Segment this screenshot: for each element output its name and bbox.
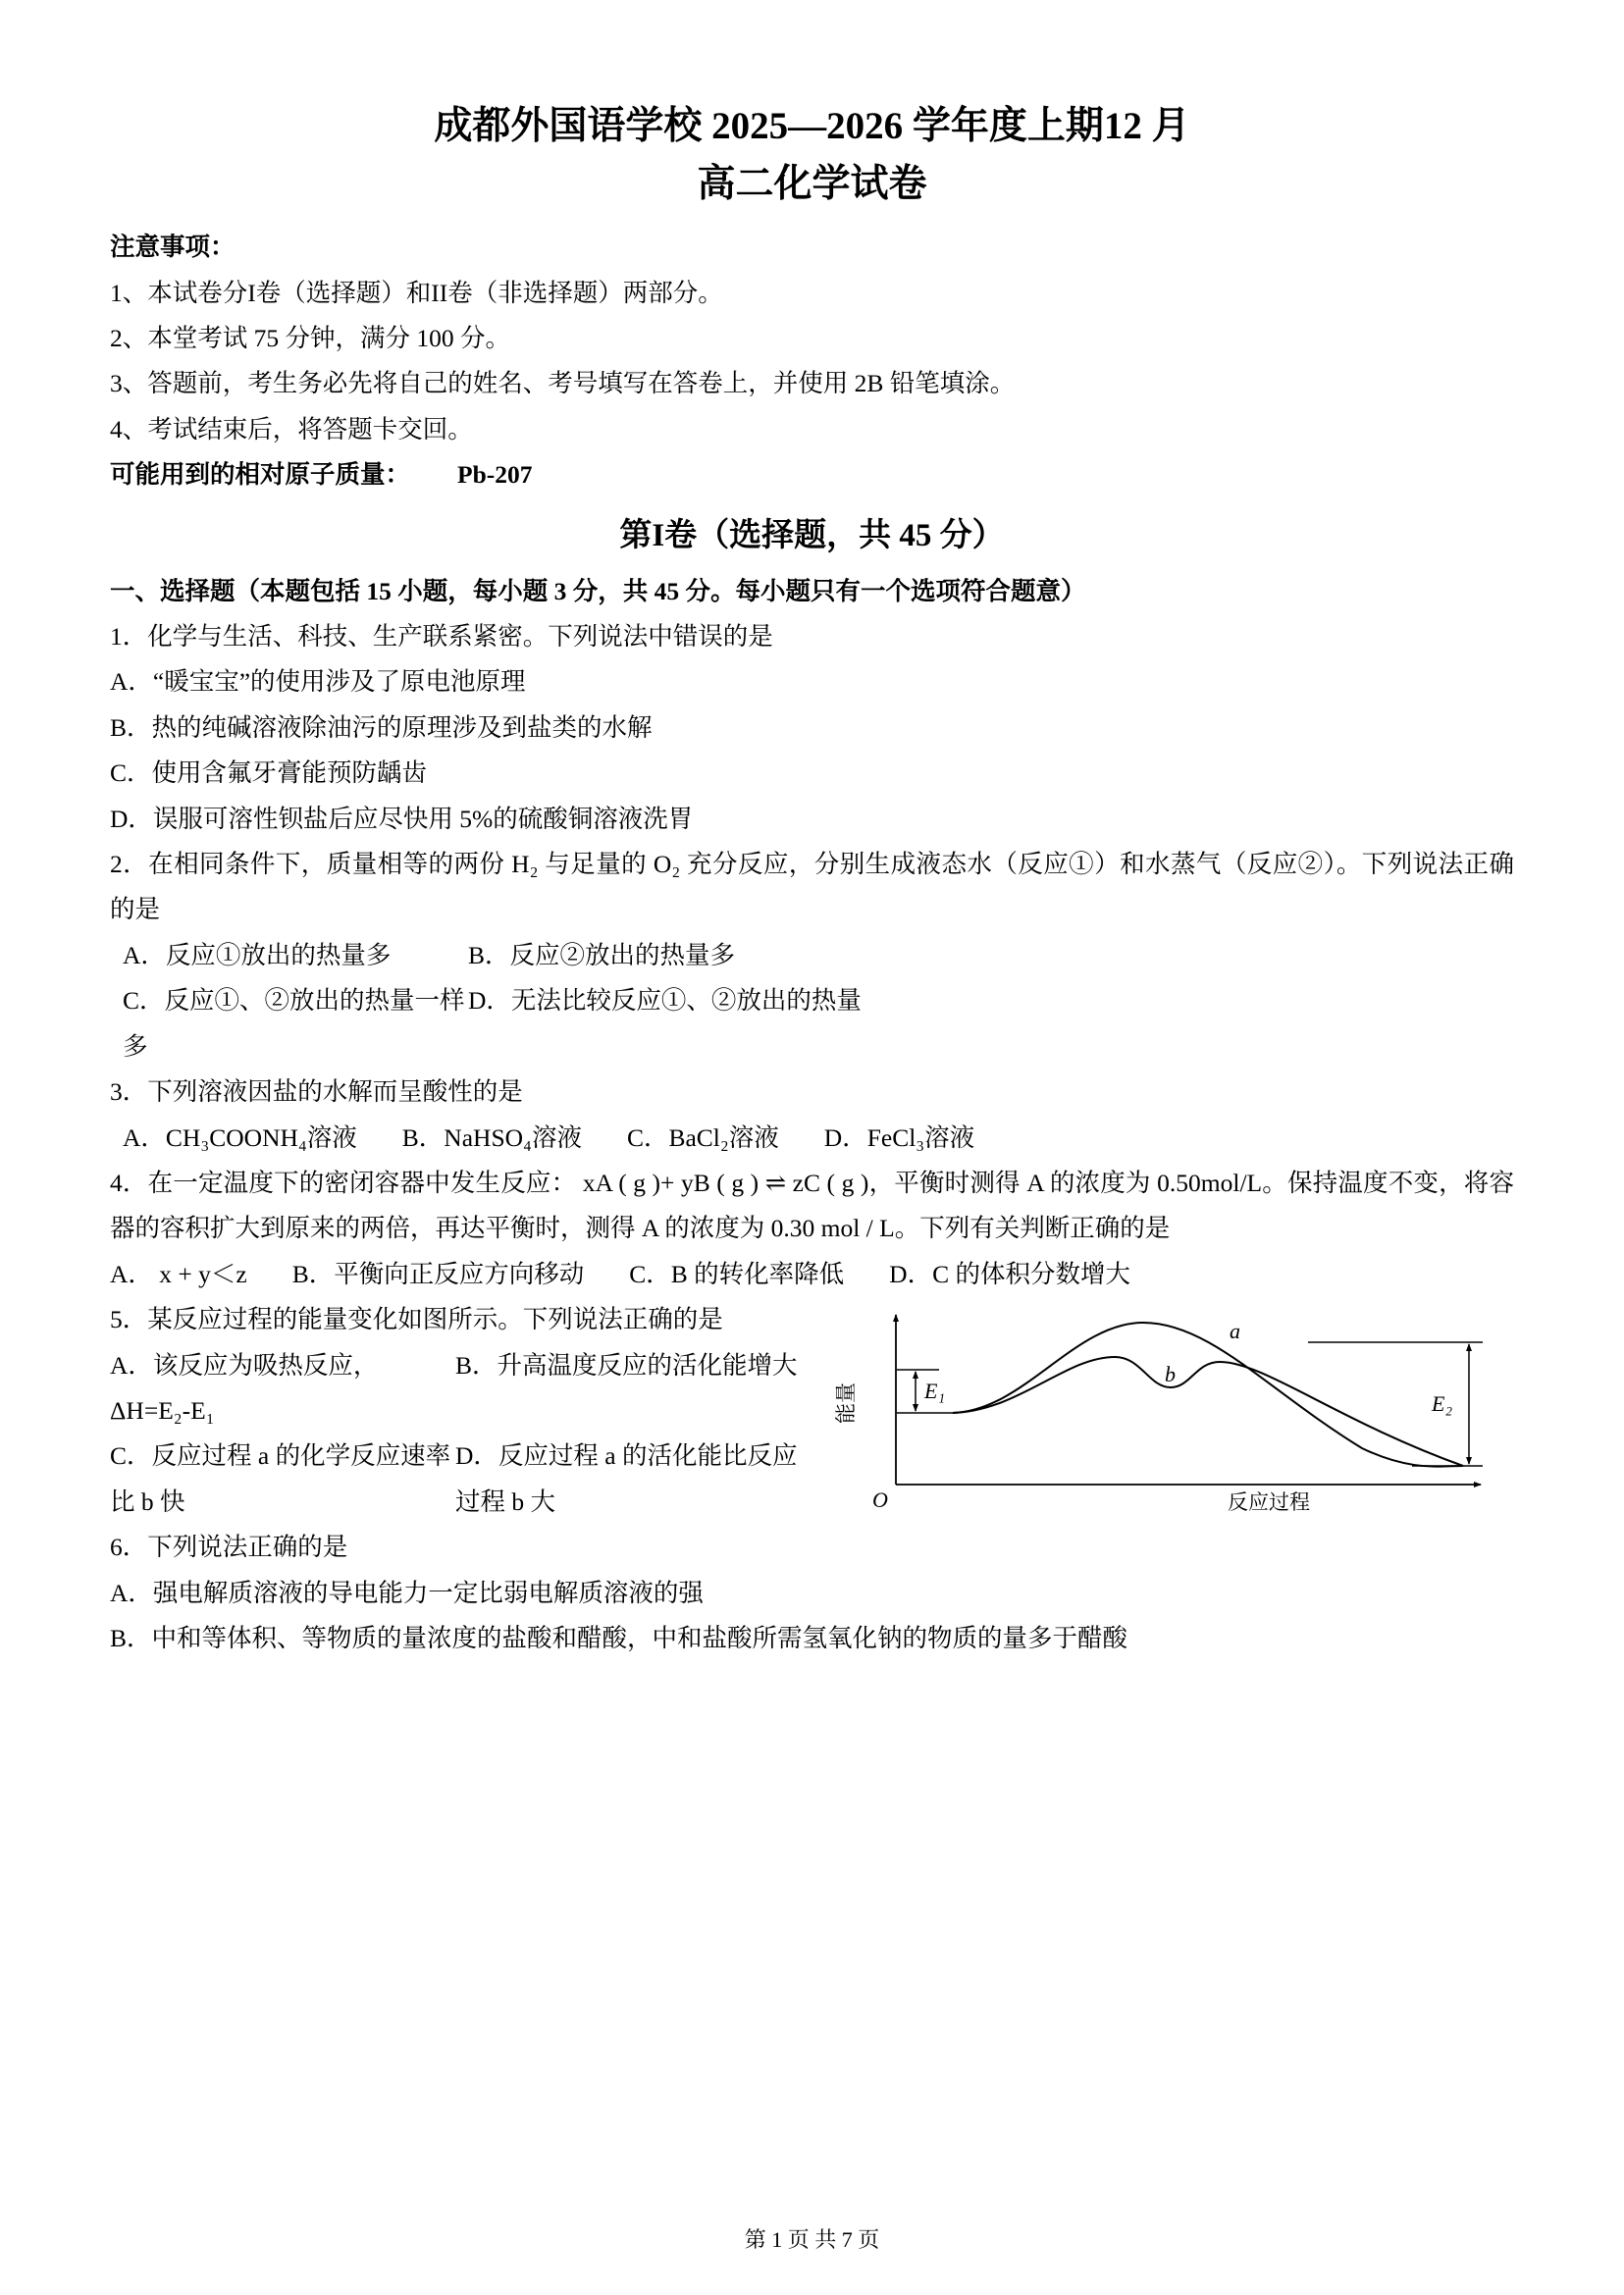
question-1-option-b: B．热的纯碱溶液除油污的原理涉及到盐类的水解 bbox=[110, 712, 653, 742]
question-3-option-d: D．FeCl₃溶液 bbox=[823, 1122, 975, 1152]
question-5-option-c: C．反应过程 a 的化学反应速率比 b 快 bbox=[110, 1441, 451, 1516]
question-2 bbox=[110, 842, 1514, 1069]
question-5-option-d: D．反应过程 a 的活化能比反应过程 b 大 bbox=[455, 1441, 798, 1516]
question-2-stem: 2．在相同条件下，质量相等的两份 H₂ 与足量的 O₂ 充分反应，分别生成液态水（反应①）和水蒸气（反应②）。下列说法正确的是 bbox=[110, 850, 1514, 924]
question-3-option-c: C．BaCl₂溶液 bbox=[626, 1122, 779, 1152]
question-4-option-a: A． x + y＜z bbox=[110, 1259, 247, 1288]
question-3 bbox=[110, 1069, 1514, 1161]
atomic-mass-line bbox=[110, 452, 1514, 497]
page-subtitle: 高二化学试卷 bbox=[697, 162, 927, 205]
notice-item-3: 3、答题前，考生务必先将自己的姓名、考号填写在答卷上，并使用 2B 铅笔填涂。 bbox=[110, 369, 1016, 398]
part1-title: 第I卷（选择题，共 45 分） bbox=[619, 517, 1005, 553]
energy-diagram-figure bbox=[827, 1303, 1514, 1514]
atomic-mass-value: Pb-207 bbox=[457, 460, 533, 490]
e1-label: E₁ bbox=[924, 1379, 946, 1404]
question-2-option-b: B．反应②放出的热量多 bbox=[468, 940, 736, 969]
notice-item-1: 1、本试卷分I卷（选择题）和II卷（非选择题）两部分。 bbox=[110, 278, 723, 307]
page-footer: 第 1 页 共 7 页 bbox=[744, 2227, 880, 2252]
question-6-option-a: A．强电解质溶液的导电能力一定比弱电解质溶液的强 bbox=[110, 1578, 704, 1607]
e2-label: E₂ bbox=[1432, 1391, 1453, 1417]
question-1-option-d: D．误服可溶性钡盐后应尽快用 5%的硫酸铜溶液洗胃 bbox=[110, 804, 694, 833]
question-6 bbox=[110, 1525, 1514, 1661]
curve-b-label: b bbox=[1165, 1362, 1176, 1387]
question-5-stem: 5．某反应过程的能量变化如图所示。下列说法正确的是 bbox=[110, 1305, 723, 1334]
question-3-stem: 3．下列溶液因盐的水解而呈酸性的是 bbox=[110, 1077, 523, 1107]
question-4 bbox=[110, 1161, 1514, 1297]
question-3-option-a: A．CH₃COONH₄溶液 bbox=[123, 1122, 357, 1152]
question-3-option-row bbox=[110, 1116, 1514, 1161]
question-4-stem: 4．在一定温度下的密闭容器中发生反应： xA ( g )+ yB ( g ) ⇌ zC ( g )，平衡时测得 A 的浓度为 0.50mol/L。保持温度不变，将容器的容积扩大到原来的两倍，再达平衡时，测得 A 的浓度为 0.30 mol / L。下列有关判断正确的是 bbox=[110, 1168, 1514, 1243]
notices-heading: 注意事项： bbox=[110, 233, 236, 262]
question-2-option-row-2 bbox=[110, 978, 1514, 1069]
question-1-stem: 1．化学与生活、科技、生产联系紧密。下列说法中错误的是 bbox=[110, 622, 773, 652]
question-2-option-c: C．反应①、②放出的热量一样多 bbox=[123, 986, 465, 1061]
question-2-option-a: A．反应①放出的热量多 bbox=[123, 940, 392, 969]
notice-item-2: 2、本堂考试 75 分钟，满分 100 分。 bbox=[110, 323, 511, 352]
notice-item-4: 4、考试结束后，将答题卡交回。 bbox=[110, 414, 473, 443]
question-1-option-a: A．“暖宝宝”的使用涉及了原电池原理 bbox=[110, 667, 526, 697]
question-1 bbox=[110, 614, 1514, 842]
question-6-option-b: B．中和等体积、等物质的量浓度的盐酸和醋酸，中和盐酸所需氢氧化钠的物质的量多于醋酸 bbox=[110, 1623, 1128, 1652]
question-4-option-d: D．C 的体积分数增大 bbox=[889, 1259, 1130, 1288]
question-4-option-row bbox=[110, 1252, 1514, 1297]
origin-label: O bbox=[872, 1487, 888, 1513]
question-4-option-c: C．B 的转化率降低 bbox=[629, 1259, 845, 1288]
page-title: 成都外国语学校 2025—2026 学年度上期12 月 bbox=[434, 105, 1190, 147]
energy-diagram-svg bbox=[827, 1303, 1514, 1514]
section-one-instruction: 一、选择题（本题包括 15 小题，每小题 3 分，共 45 分。每小题只有一个选项符合题意） bbox=[110, 576, 1086, 605]
question-5-option-b: B．升高温度反应的活化能增大 bbox=[455, 1350, 798, 1380]
question-6-stem: 6．下列说法正确的是 bbox=[110, 1533, 348, 1562]
question-2-option-d: D．无法比较反应①、②放出的热量 bbox=[468, 986, 862, 1016]
question-2-option-row-1 bbox=[110, 933, 1514, 978]
question-5-option-a: A．该反应为吸热反应，ΔH=E₂-E₁ bbox=[110, 1350, 379, 1425]
x-axis-label: 反应过程 bbox=[1228, 1490, 1310, 1515]
curve-a-path bbox=[953, 1323, 1463, 1467]
question-5-option-row-2 bbox=[110, 1434, 810, 1525]
curve-b-path bbox=[953, 1357, 1463, 1466]
question-1-option-c: C．使用含氟牙膏能预防龋齿 bbox=[110, 758, 428, 788]
y-axis-label: 能量 bbox=[834, 1382, 858, 1425]
question-5-option-row-1 bbox=[110, 1343, 810, 1434]
question-4-option-b: B．平衡向正反应方向移动 bbox=[291, 1259, 585, 1288]
question-3-option-b: B．NaHSO₄溶液 bbox=[401, 1122, 582, 1152]
atomic-mass-label: 可能用到的相对原子质量： bbox=[110, 460, 411, 490]
curve-a-label: a bbox=[1230, 1319, 1240, 1344]
